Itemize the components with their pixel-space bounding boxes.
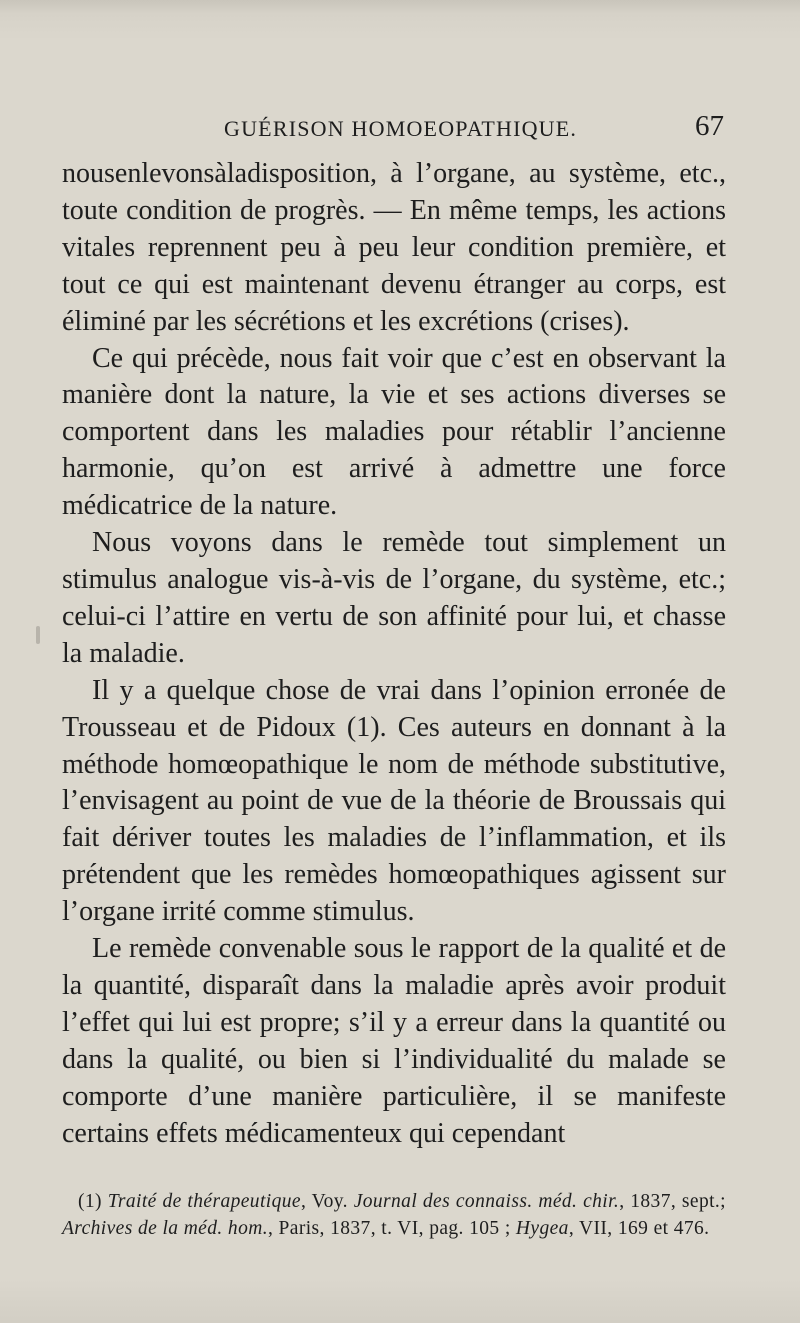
paragraph: Ce qui précède, nous fait voir que c’est en observant la manière dont la nature, la vie et ses actions diverses se comportent dans les maladies pour rétablir l’ancienne harmonie, qu’on est arrivé à admettre une force médicatrice de la nature. <box>62 342 726 522</box>
footnote-fragment: , Voy. <box>300 1191 354 1212</box>
page-header <box>62 112 726 146</box>
paragraph: Nous voyons dans le remède tout simplement un stimulus analogue vis-à-vis de l’organe, du système, etc.; celui-ci l’attire en vertu de son affinité pour lui, et chasse la maladie. <box>62 527 726 669</box>
footnote-title: Hygea <box>515 1218 569 1239</box>
page-number: 67 <box>695 110 724 142</box>
paragraph: Il y a quelque chose de vrai dans l’opinion erronée de Trousseau et de Pidoux (1). Ces auteurs en donnant à la méthode homœopathique le nom de méthode substitutive, l’envisagent au point de vue de la théorie de Broussais qui fait dériver toutes les maladies de l’inflammation, et ils prétendent que les remèdes homœopathiques agissent sur l’organe irrité comme stimulus. <box>62 674 726 928</box>
footnote-fragment: , Paris, 1837, t. VI, pag. 105 ; <box>268 1218 511 1239</box>
footnote-title: Journal des connaiss. méd. chir. <box>353 1191 620 1212</box>
footnote-marker: (1) <box>78 1191 102 1212</box>
paragraph-continued: nousenlevonsàladisposition, à l’organe, au système, etc., toute condition de progrès. — En même temps, les actions vitales reprennent peu à peu leur condition première, et tout ce qui est maintenant devenu étranger au corps, est éliminé par les sécrétions et les excrétions (crises). <box>62 158 726 337</box>
footnote-text <box>62 1188 726 1242</box>
margin-mark <box>36 626 40 644</box>
body-text <box>62 156 726 1152</box>
footnote-title: Traité de thérapeutique <box>107 1191 301 1212</box>
footnote-fragment: , 1837, sept.; <box>619 1191 727 1212</box>
footnote-title: Archives de la méd. hom. <box>62 1218 268 1239</box>
footnote <box>62 1188 726 1242</box>
running-head: GUÉRISON HOMOEOPATHIQUE. <box>224 116 578 141</box>
footnote-fragment: , VII, 169 et 476. <box>568 1218 710 1239</box>
paragraph: Le remède convenable sous le rapport de la qualité et de la quantité, disparaît dans la maladie après avoir produit l’effet qui lui est propre; s’il y a erreur dans la quantité ou dans la qualité, ou bien si l’individualité du malade se comporte d’une manière particulière, il se manifeste certains effets médicamenteux qui cependant <box>62 933 726 1149</box>
